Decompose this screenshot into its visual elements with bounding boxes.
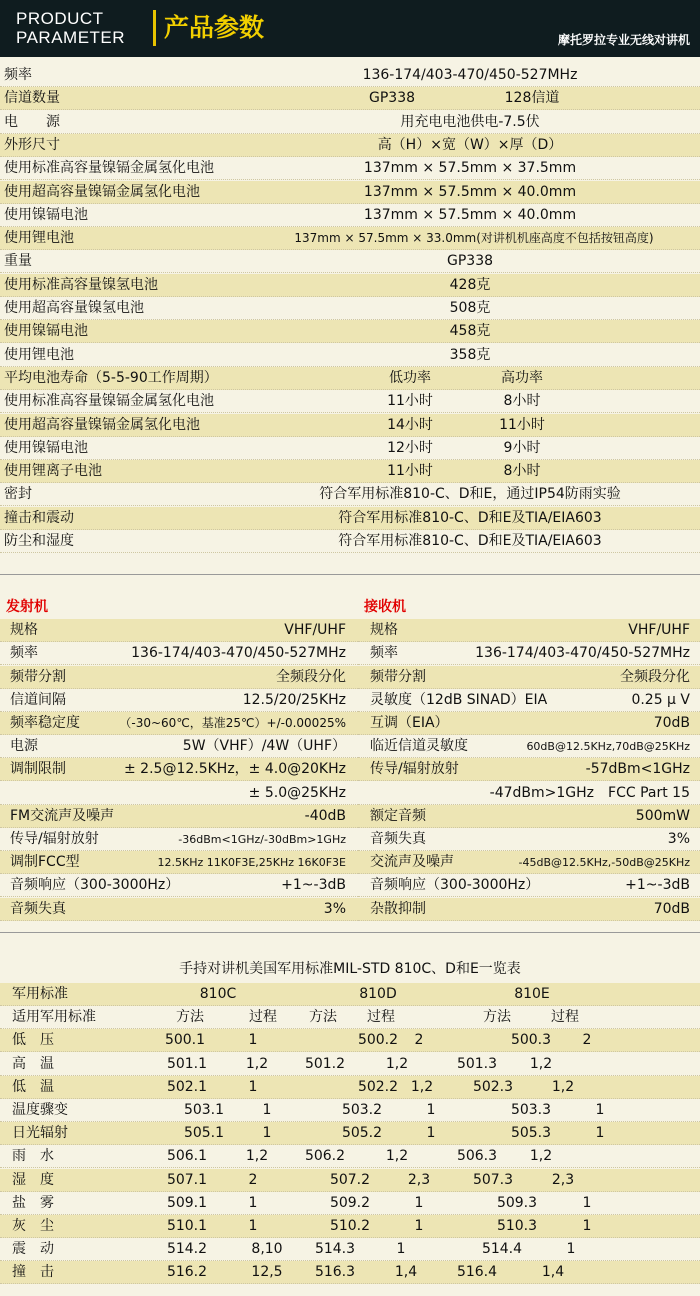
spec-value-2: 128信道 [504,90,560,107]
mil-process-value: 1 [582,1218,592,1234]
mil-method-label: 方法 [176,1009,204,1026]
tx-label: 传导/辐射放射 [10,831,99,847]
tx-value: 12.5/20/25KHz [242,691,346,708]
mil-row-name: 雨 水 [12,1148,54,1165]
rx-label: 频带分割 [370,668,426,685]
tx-label: FM交流声及噪声 [10,807,115,824]
mil-method-value: 503.2 [341,1102,383,1118]
mil-method-value: 506.1 [166,1148,208,1165]
spec-label: 使用标准高容量镍镉金属氢化电池 [4,393,214,410]
rx-value: -47dBm>1GHz FCC Part 15 [489,784,690,801]
mil-process-label: 过程 [551,1009,579,1026]
mil-process-value: 1 [248,1218,258,1234]
tx-row [0,619,358,642]
mil-row [0,1238,700,1261]
tx-value: 5W（VHF）/4W（UHF） [182,738,346,755]
mil-method-value: 509.3 [496,1194,538,1211]
mil-process-value: 2 [248,1171,258,1188]
spec-row [0,367,700,390]
mil-process-value: 1 [582,1194,592,1211]
rx-value: -45dB@12.5KHz,-50dB@25KHz [518,856,690,870]
mil-row [0,1192,700,1215]
header-en-title [16,9,125,47]
mil-method-value: 514.2 [166,1241,208,1258]
mil-standard-header: 810C [199,986,237,1002]
spec-label: 使用超高容量镍氢电池 [4,300,144,316]
tx-value: -36dBm<1GHz/-30dBm>1GHz [178,833,346,846]
mil-method-value: 514.3 [314,1241,356,1258]
spec-label: 使用锂离子电池 [4,463,102,480]
rx-row [358,758,700,781]
rx-label: 传导/辐射放射 [370,761,459,778]
tx-label: 信道间隔 [10,691,66,708]
mil-method-value: 502.2 [357,1078,399,1095]
mil-process-value: 1 [414,1194,424,1211]
tx-row [0,689,358,712]
mil-method-value: 503.1 [183,1102,225,1118]
tx-label: 频率稳定度 [10,715,80,731]
tx-label: 频率 [10,645,38,662]
mil-method-value: 500.3 [510,1032,552,1049]
spec-row [0,390,700,413]
spec-value: 137mm × 57.5mm × 40.0mm [363,183,577,200]
mil-method-value: 507.1 [166,1171,208,1188]
mil-row [0,1053,700,1076]
mil-process-value: 12,5 [251,1264,283,1281]
tx-row [0,642,358,665]
mil-method-value: 505.1 [183,1125,225,1142]
mil-method-value: 505.2 [341,1125,383,1142]
spec-value: 高（H）×宽（W）×厚（D） [377,136,563,153]
tx-label: 频带分割 [10,668,66,685]
mil-method-value: 500.2 [357,1032,399,1049]
spec-row [0,157,700,180]
rx-label: 互调（EIA） [370,715,449,731]
mil-row [0,1169,700,1192]
rx-label: 灵敏度（12dB SINAD）EIA [370,691,548,708]
tx-label: 规格 [10,622,38,639]
rx-row [358,689,700,712]
spec-row [0,437,700,460]
mil-method-value: 510.2 [329,1218,371,1234]
header-subtitle: 摩托罗拉专业无线对讲机 [557,33,690,47]
rx-label: 额定音频 [370,807,426,824]
spec-value: 508克 [449,300,491,316]
rx-value: 70dB [653,900,690,917]
rx-label: 频率 [370,645,398,662]
mil-row [0,1261,700,1284]
spec-value: GP338 [446,253,494,270]
section-divider [0,932,700,933]
rx-title: 接收机 [364,599,406,615]
header-divider-bar [153,10,156,46]
rx-row [358,735,700,758]
tx-value: ± 5.0@25KHz [248,784,346,801]
rx-value: 70dB [653,715,690,731]
tx-row [0,712,358,735]
mil-method-value: 503.3 [510,1102,552,1118]
mil-row-name: 震 动 [12,1241,54,1258]
mil-method-value: 500.1 [164,1032,206,1049]
spec-value: 428克 [449,276,491,293]
spec-value: 11小时 [387,463,433,480]
rx-value: -57dBm<1GHz [585,761,690,778]
spec-value: 用充电电池供电-7.5伏 [400,113,540,130]
mil-row-name: 高 温 [12,1055,54,1072]
mil-process-value: 1 [396,1241,406,1258]
mil-row [0,1029,700,1052]
spec-row [0,134,700,157]
spec-value-2: 8小时 [503,463,541,480]
spec-row [0,460,700,483]
spec-value: 137mm × 57.5mm × 37.5mm [363,160,577,177]
spec-value: 458克 [449,323,491,340]
spec-value-2: 8小时 [503,393,541,410]
spec-value: 符合军用标准810-C、D和E，通过IP54防雨实验 [319,486,621,503]
spec-label: 外形尺寸 [4,136,60,153]
mil-row [0,1122,700,1145]
mil-process-value: 1,2 [410,1078,434,1095]
mil-method-value: 509.1 [166,1194,208,1211]
spec-row [0,250,700,273]
spec-value-2: 9小时 [503,439,541,456]
mil-standard-header: 810D [359,986,397,1002]
rx-value: 全频段分化 [620,668,690,685]
rx-label: 交流声及噪声 [370,854,454,871]
tx-title-row [0,596,358,619]
mil-row [0,1099,700,1122]
mil-process-value: 1 [595,1125,605,1142]
tx-row [0,828,358,851]
mil-subheader: 适用军用标准 [12,1009,96,1026]
spec-label: 防尘和湿度 [4,533,74,549]
mil-row-name: 低 温 [12,1078,54,1095]
spec-value: 137mm × 57.5mm × 33.0mm(对讲机机座高度不包括按钮高度) [294,231,654,246]
header-cn-title: 产品参数 [164,13,265,42]
mil-method-value: 505.3 [510,1125,552,1142]
tx-row [0,782,358,805]
mil-row-name: 低 压 [12,1032,54,1049]
spec-value: 14小时 [387,416,433,433]
mil-row-name: 温度骤变 [12,1102,68,1118]
mil-process-value: 2 [414,1032,424,1049]
mil-method-value: 509.2 [329,1194,371,1211]
mil-method-value: 501.2 [304,1055,346,1072]
mil-method-value: 506.2 [304,1148,346,1165]
mil-row [0,1076,700,1099]
spec-value: 137mm × 57.5mm × 40.0mm [363,206,577,223]
spec-row [0,111,700,134]
mil-process-value: 1 [414,1218,424,1234]
mil-process-value: 1,2 [245,1148,269,1165]
spec-label: 使用镍镉电池 [4,323,88,340]
spec-label: 撞击和震动 [4,509,74,526]
mil-process-value: 1 [248,1194,258,1211]
rx-row [358,619,700,642]
spec-value-2: 11小时 [499,416,545,433]
tx-row [0,666,358,689]
rx-row [358,642,700,665]
spec-label: 使用超高容量镍镉金属氢化电池 [4,416,200,433]
spec-row [0,414,700,437]
spec-value: GP338 [368,90,416,107]
mil-process-value: 1 [262,1125,272,1142]
tx-row [0,805,358,828]
spec-label: 使用标准高容量镍镉金属氢化电池 [4,160,214,177]
mil-row [0,1145,700,1168]
rx-value: +1~-3dB [625,877,690,894]
mil-method-value: 516.2 [166,1264,208,1281]
rx-value: 0.25 μ V [631,691,690,708]
mil-process-value: 1,4 [394,1264,418,1281]
spec-label: 使用镍镉电池 [4,439,88,456]
tx-row [0,874,358,897]
spec-value: 低功率 [389,369,431,386]
tx-label: 音频失真 [10,900,66,917]
mil-process-value: 2 [582,1032,592,1049]
tx-title: 发射机 [6,599,48,615]
rx-row [358,874,700,897]
spec-label: 使用锂电池 [4,346,74,363]
spec-row [0,507,700,530]
spec-value: 12小时 [387,439,433,456]
mil-process-label: 过程 [367,1009,395,1026]
mil-subheader-row [0,1006,700,1029]
tx-row [0,735,358,758]
mil-method-value: 514.4 [481,1241,523,1258]
spec-row [0,483,700,506]
mil-process-value: 1,2 [385,1055,409,1072]
spec-row [0,344,700,367]
mil-header-row [0,983,700,1006]
spec-row [0,87,700,110]
mil-standard-header: 810E [514,986,550,1002]
mil-method-value: 506.3 [456,1148,498,1165]
mil-process-value: 1,2 [385,1148,409,1165]
mil-row-name: 灰 尘 [12,1218,54,1234]
rx-label: 音频响应（300-3000Hz） [370,877,540,894]
mil-process-value: 1,4 [541,1264,565,1281]
spec-row [0,64,700,87]
mil-process-value: 8,10 [251,1241,283,1258]
tx-label: 调制FCC型 [10,854,80,871]
mil-process-value: 1 [426,1102,436,1118]
mil-method-label: 方法 [309,1009,337,1026]
mil-process-value: 1,2 [529,1055,553,1072]
tx-value: -40dB [304,807,346,824]
rx-value: 3% [667,831,690,847]
mil-table-title: 手持对讲机美国军用标准MIL-STD 810C、D和E一览表 [179,961,521,977]
mil-row-name: 日光辐射 [12,1125,68,1142]
mil-method-value: 502.1 [166,1078,208,1095]
rx-title-row [358,596,700,619]
spec-row [0,181,700,204]
mil-method-value: 507.2 [329,1171,371,1188]
rx-row [358,805,700,828]
mil-process-value: 1,2 [245,1055,269,1072]
mil-process-value: 1 [426,1125,436,1142]
spec-value: 符合军用标准810-C、D和E及TIA/EIA603 [338,509,602,526]
rx-row [358,666,700,689]
tx-row [0,851,358,874]
mil-method-value: 502.3 [472,1078,514,1095]
mil-process-value: 1,2 [551,1078,575,1095]
mil-method-label: 方法 [483,1009,511,1026]
spec-label: 使用锂电池 [4,230,74,247]
spec-label: 频率 [4,67,32,83]
rx-row [358,898,700,921]
spec-value: 符合军用标准810-C、D和E及TIA/EIA603 [338,533,602,549]
mil-process-value: 1,2 [529,1148,553,1165]
spec-label: 电 源 [4,113,60,130]
spec-row [0,227,700,250]
mil-process-value: 2,3 [407,1171,431,1188]
mil-method-value: 516.4 [456,1264,498,1281]
tx-value: ± 2.5@12.5KHz，± 4.0@20KHz [124,761,346,778]
rx-row [358,828,700,851]
tx-value: 3% [323,900,346,917]
mil-row-header: 军用标准 [12,986,68,1002]
spec-row [0,320,700,343]
tx-value: 136-174/403-470/450-527MHz [131,645,346,662]
tx-row [0,898,358,921]
tx-label: 调制限制 [10,761,66,778]
tx-value: 12.5KHz 11K0F3E,25KHz 16K0F3E [157,856,346,870]
spec-label: 重量 [4,253,32,270]
spec-row [0,297,700,320]
mil-row-name: 盐 雾 [12,1194,54,1211]
rx-label: 临近信道灵敏度 [370,738,468,755]
spec-label: 平均电池寿命（5-5-90工作周期） [4,369,218,386]
tx-label: 电源 [10,738,38,755]
section-divider [0,574,700,575]
spec-label: 信道数量 [4,90,60,107]
spec-label: 密封 [4,486,32,503]
tx-value: +1~-3dB [281,877,346,894]
mil-method-value: 516.3 [314,1264,356,1281]
spec-value: 136-174/403-470/450-527MHz [362,67,578,83]
mil-process-value: 1 [262,1102,272,1118]
tx-row [0,758,358,781]
mil-process-value: 1 [248,1032,258,1049]
mil-row [0,1215,700,1238]
rx-value: 136-174/403-470/450-527MHz [475,645,690,662]
tx-label: 音频响应（300-3000Hz） [10,877,180,894]
mil-method-value: 510.1 [166,1218,208,1234]
spec-label: 使用超高容量镍镉金属氢化电池 [4,183,200,200]
spec-label: 使用镍镉电池 [4,206,88,223]
rx-row [358,712,700,735]
rx-row [358,782,700,805]
spec-row [0,204,700,227]
spec-value: 11小时 [387,393,433,410]
mil-method-value: 501.1 [166,1055,208,1072]
spec-value-2: 高功率 [501,369,543,386]
mil-process-value: 2,3 [551,1171,575,1188]
rx-value: VHF/UHF [628,622,690,639]
rx-label: 音频失真 [370,831,426,847]
rx-value: 60dB@12.5KHz,70dB@25KHz [526,740,690,754]
tx-value: （-30~60℃，基准25℃）+/-0.00025% [119,716,346,730]
mil-process-value: 1 [248,1078,258,1095]
page-header [0,0,700,57]
header-en-line2: PARAMETER [16,28,126,47]
mil-process-value: 1 [595,1102,605,1118]
mil-row-name: 湿 度 [12,1171,54,1188]
rx-label: 杂散抑制 [370,900,426,917]
spec-value: 358克 [449,346,491,363]
mil-process-value: 1 [566,1241,576,1258]
tx-value: 全频段分化 [276,668,346,685]
mil-process-label: 过程 [249,1009,277,1026]
mil-method-value: 507.3 [472,1171,514,1188]
spec-row [0,530,700,553]
rx-label: 规格 [370,622,398,639]
spec-label: 使用标准高容量镍氢电池 [4,276,158,293]
spec-row [0,274,700,297]
tx-value: VHF/UHF [284,622,346,639]
rx-value: 500mW [635,807,690,824]
header-en-line1: PRODUCT [16,9,104,28]
mil-method-value: 510.3 [496,1218,538,1234]
mil-method-value: 501.3 [456,1055,498,1072]
rx-row [358,851,700,874]
mil-row-name: 撞 击 [12,1264,54,1281]
